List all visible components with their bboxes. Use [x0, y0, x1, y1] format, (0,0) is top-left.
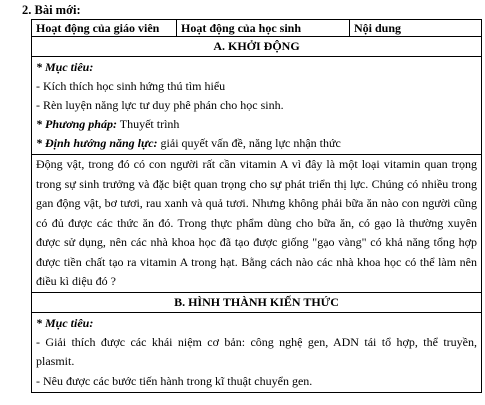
section-a-title: A. KHỞI ĐỘNG	[32, 37, 482, 57]
phuong-phap-value: Thuyết trình	[116, 117, 180, 131]
muc-tieu-label-b: * Mục tiêu:	[36, 315, 94, 330]
section-a-paragraph-row	[32, 155, 482, 293]
objective-item: - Nêu được các bước tiến hành trong kĩ thuật chuyển gen.	[36, 373, 313, 388]
dinh-huong-label: * Định hướng năng lực:	[36, 136, 158, 150]
section-a-objectives-row	[32, 57, 482, 155]
objective-item: - Rèn luyện năng lực tư duy phê phán cho học sinh.	[36, 98, 284, 112]
section-a-paragraph: Động vật, trong đó có con người rất cần vitamin A vì đây là một loại vitamin quan trọng trong sự sinh trưởng và đặc biệt quan trọng cho sự phát triển thị lực. Chúng có nhiều trong gan động vật, bơ tươi, rau xanh và quả tươi. Nhưng không phải bữa ăn nào con người cũng có đủ được các thức ăn đó. Trong thực phẩm dùng cho bữa ăn, có gạo là thường xuyên được sử dụng, nên các nhà khoa học đã tạo được giống "gạo vàng" có khả năng tổng hợp được tiền chất tạo ra vitamin A trong hạt. Bằng cách nào các nhà khoa học có thể làm nên điều kì diệu đó ?	[32, 155, 482, 293]
phuong-phap-line	[36, 115, 477, 134]
dinh-huong-value: giải quyết vấn đề, năng lực nhận thức	[157, 136, 341, 150]
table-header-row	[32, 20, 482, 37]
objective-item: - Giải thích được các khái niệm cơ bản: công nghệ gen, ADN tái tổ hợp, thể truyền, plasmit.	[36, 334, 477, 368]
section-b-title-row	[32, 292, 482, 312]
dinh-huong-line	[36, 134, 477, 153]
section-b-title: B. HÌNH THÀNH KIẾN THỨC	[32, 292, 482, 312]
header-student-activity: Hoạt động của học sinh	[177, 20, 350, 37]
section-heading: 2. Bài mới:	[22, 3, 81, 17]
section-b-objectives-row	[32, 312, 482, 392]
muc-tieu-label-a: * Mục tiêu:	[36, 60, 94, 74]
phuong-phap-label: * Phương pháp:	[36, 117, 117, 131]
objective-item: - Kích thích học sinh hứng thú tìm hiểu	[36, 79, 226, 93]
section-a-title-row	[32, 37, 482, 57]
header-teacher-activity: Hoạt động của giáo viên	[32, 20, 177, 37]
lesson-table	[31, 19, 482, 393]
header-content: Nội dung	[350, 20, 482, 37]
